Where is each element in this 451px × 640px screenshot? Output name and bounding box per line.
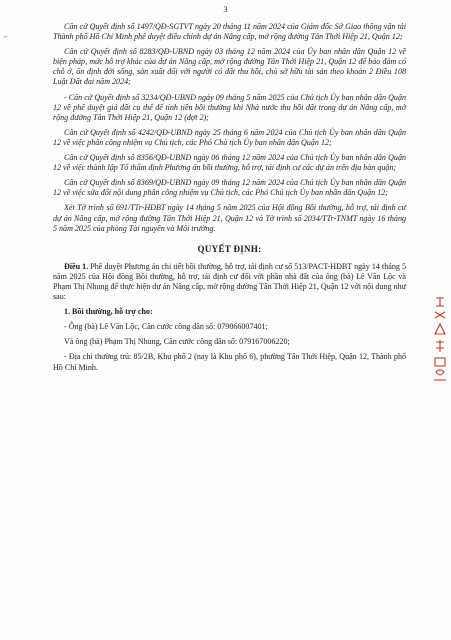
article-1 — [53, 262, 406, 302]
recipient-line-2: Và ông (bà) Phạm Thị Nhung, Căn cước công dân số: 079167006220; — [64, 337, 290, 347]
paragraph-legal-basis-4: Căn cứ Quyết định số 4242/QĐ-UBND ngày 25 tháng 6 năm 2024 của Chủ tịch Ủy ban nhân dân Quận 12 về việc phân công nhiệm vụ Chủ tịch, các Phó Chủ tịch Ủy ban nhân dân Quận 12; — [53, 127, 406, 147]
paragraph-legal-basis-3: - Căn cứ Quyết định số 3234/QĐ-UBND ngày 09 tháng 5 năm 2025 của Chủ tịch Ủy ban nhân dân Quận 12 về phê duyệt giá đất cụ thể để tính tiền bồi thường khi Nhà nước thu hồi đất trong dự án Nâng cấp, mở rộng đường Tân Thới Hiệp 21, Quận 12 (đợt 2); — [53, 92, 406, 122]
red-stamp-fragment — [433, 296, 447, 384]
paragraph-legal-basis-2: Căn cứ Quyết định số 8283/QĐ-UBND ngày 03 tháng 12 năm 2024 của Ủy ban nhân dân Quận 12 về biện pháp, mức hỗ trợ khác của dự án Nâng cấp, mở rộng đường Tân Thới Hiệp 21, Quận 12 để bảo đảm có chỗ ở, ổn định đời sống, sản xuất đối với người có đất thu hồi, chủ sở hữu tài sản theo khoản 2 Điều 108 Luật Đất đai năm 2024; — [53, 47, 406, 87]
page-number: 3 — [223, 4, 228, 14]
paragraph-legal-basis-5: Căn cứ Quyết định số 8356/QĐ-UBND ngày 06 tháng 12 năm 2024 của Chủ tịch Ủy ban nhân dân Quận 12 về việc thành lập Tổ thẩm định Phương án bồi thường, hỗ trợ, tái định cư các dự án trên địa bàn quận; — [53, 153, 406, 173]
paragraph-legal-basis-1: Căn cứ Quyết định số 1497/QĐ-SGTVT ngày 20 tháng 11 năm 2024 của Giám đốc Sở Giao thông vận tải Thành phố Hồ Chí Minh phê duyệt điều chỉnh dự án Nâng cấp, mở rộng đường Tân Thới Hiệp 21, Quận 12; — [53, 22, 406, 42]
article-1-text: Phê duyệt Phương án chi tiết bồi thường, hỗ trợ, tái định cư số 513/PACT-HĐBT ngày 14 tháng 5 năm 2025 của Hội đồng Bồi thường, hỗ trợ, tái định cư đối với phần nhà đất của ông (bà) Lê Văn Lộc và Phạm Thị Nhung để thực hiện dự án Nâng cấp, mở rộng đường Tân Thới Hiệp 21, Quận 12 với nội dung như sau: — [53, 261, 406, 302]
document-body — [53, 22, 406, 378]
recipient-line-1: - Ông (bà) Lê Văn Lộc, Căn cước công dân số: 079066007401; — [64, 322, 268, 332]
article-1-label: Điều 1. — [64, 261, 89, 271]
paragraph-consideration: Xét Tờ trình số 691/TTr-HĐBT ngày 14 tháng 5 năm 2025 của Hội đồng Bồi thường, hỗ trợ, tái định cư dự án Nâng cấp, mở rộng đường Tân Thới Hiệp 21, Quận 12 và Tờ trình số 2034/TTr-TNMT ngày 16 tháng 5 năm 2025 của phòng Tài nguyên và Môi trường. — [53, 203, 406, 233]
recipient-address: - Địa chỉ thường trú: 85/2B, Khu phố 2 (nay là Khu phố 6), phường Tân Thới Hiệp, Quận 12, Thành phố Hồ Chí Minh. — [53, 352, 406, 372]
section-1-heading: 1. Bồi thường, hỗ trợ cho: — [64, 307, 153, 317]
corner-mark: ⌐ — [4, 32, 9, 41]
paragraph-legal-basis-6: Căn cứ Quyết định số 8369/QĐ-UBND ngày 09 tháng 12 năm 2024 của Chủ tịch Ủy ban nhân dân Quận 12 về việc sửa đổi nội dung phân công nhiệm vụ Chủ tịch, các Phó Chủ tịch Ủy ban nhân dân Quận 12; — [53, 178, 406, 198]
decision-heading: QUYẾT ĐỊNH: — [197, 243, 262, 254]
